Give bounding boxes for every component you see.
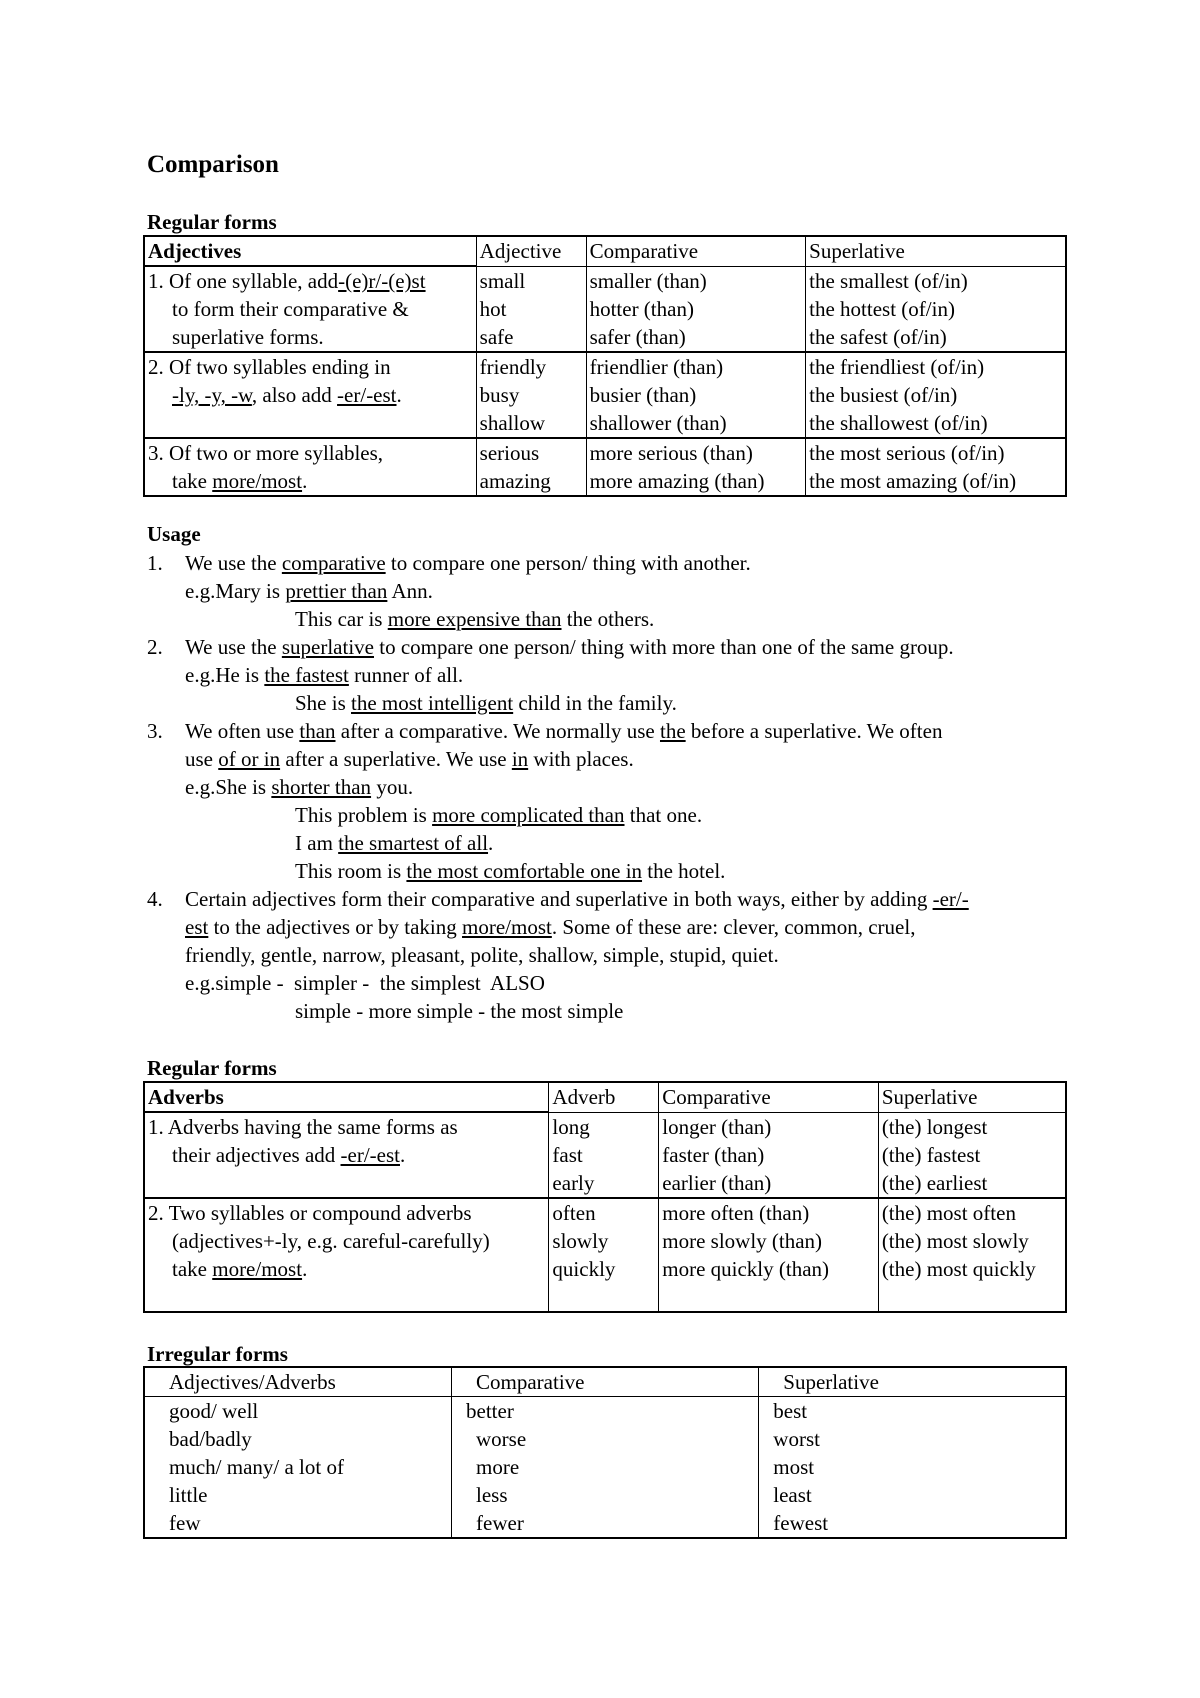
header-cell: Comparative	[659, 1082, 879, 1112]
header-cell: Comparative	[586, 236, 806, 266]
table-header-row	[144, 236, 1066, 266]
list-item: 1. We use the comparative to compare one person/ thing with another.	[147, 551, 751, 575]
irregular-table	[143, 1366, 1067, 1539]
rule-cell: 2. Two syllables or compound adverbs (adjectives+-ly, e.g. careful-carefully) take more/most.	[144, 1198, 549, 1312]
usage-heading: Usage	[147, 522, 201, 546]
example-line: simple - more simple - the most simple	[295, 999, 624, 1023]
example-line: e.g.She is shorter than you.	[185, 775, 414, 799]
header-cell: Adverbs	[144, 1082, 549, 1112]
table-row	[144, 1397, 1066, 1539]
header-cell: Adjectives/Adverbs	[144, 1367, 452, 1397]
example-line: e.g.Mary is prettier than Ann.	[185, 579, 433, 603]
example-line: e.g.simple - simpler - the simplest ALSO	[185, 971, 545, 995]
adverbs-table	[143, 1081, 1067, 1313]
example-line: This room is the most comfortable one in the hotel.	[295, 859, 726, 883]
adjectives-section-heading: Regular forms	[147, 210, 277, 234]
irregular-section-heading: Irregular forms	[147, 1342, 288, 1366]
header-cell: Adjectives	[144, 236, 476, 266]
list-item-continuation: friendly, gentle, narrow, pleasant, polite, shallow, simple, stupid, quiet.	[185, 943, 779, 967]
table-header-row	[144, 1082, 1066, 1112]
comparative-cell: better worse more less fewer	[452, 1397, 759, 1539]
base-form-cell: good/ well bad/badly much/ many/ a lot of little few	[144, 1397, 452, 1539]
list-item-continuation: use of or in after a superlative. We use in with places.	[185, 747, 634, 771]
header-cell: Superlative	[759, 1367, 1066, 1397]
list-item: 4. Certain adjectives form their comparative and superlative in both ways, either by adding -er/-	[147, 887, 969, 911]
header-cell: Adverb	[549, 1082, 659, 1112]
rule-cell: 3. Of two or more syllables, take more/most.	[144, 438, 476, 496]
comparative-cell: friendlier (than) busier (than) shallower (than)	[586, 352, 806, 438]
comparative-cell: more often (than) more slowly (than) more quickly (than)	[659, 1198, 879, 1312]
table-row	[144, 1198, 1066, 1312]
example-line: She is the most intelligent child in the family.	[295, 691, 677, 715]
comparative-cell: longer (than) faster (than) earlier (than)	[659, 1112, 879, 1198]
superlative-cell: the smallest (of/in) the hottest (of/in) the safest (of/in)	[806, 266, 1066, 352]
superlative-cell: the friendliest (of/in) the busiest (of/in) the shallowest (of/in)	[806, 352, 1066, 438]
list-item-continuation: est to the adjectives or by taking more/most. Some of these are: clever, common, cruel,	[185, 915, 916, 939]
adverbs-section-heading: Regular forms	[147, 1056, 277, 1080]
superlative-cell: the most serious (of/in) the most amazing (of/in)	[806, 438, 1066, 496]
table-row	[144, 438, 1066, 496]
adjectives-table	[143, 235, 1067, 497]
table-header-row	[144, 1367, 1066, 1397]
list-item: 3. We often use than after a comparative. We normally use the before a superlative. We often	[147, 719, 943, 743]
comparative-cell: smaller (than) hotter (than) safer (than)	[586, 266, 806, 352]
word-cell: serious amazing	[476, 438, 586, 496]
page-title: Comparison	[147, 151, 279, 178]
table-row	[144, 352, 1066, 438]
superlative-cell: (the) longest (the) fastest (the) earliest	[878, 1112, 1066, 1198]
header-cell: Comparative	[452, 1367, 759, 1397]
comparative-cell: more serious (than) more amazing (than)	[586, 438, 806, 496]
header-cell: Superlative	[878, 1082, 1066, 1112]
example-line: This car is more expensive than the others.	[295, 607, 655, 631]
superlative-cell: best worst most least fewest	[759, 1397, 1066, 1539]
superlative-cell: (the) most often (the) most slowly (the) most quickly	[878, 1198, 1066, 1312]
word-cell: often slowly quickly	[549, 1198, 659, 1312]
usage-list	[147, 549, 1187, 1025]
list-item: 2. We use the superlative to compare one person/ thing with more than one of the same group.	[147, 635, 954, 659]
word-cell: friendly busy shallow	[476, 352, 586, 438]
rule-cell: 2. Of two syllables ending in -ly, -y, -w, also add -er/-est.	[144, 352, 476, 438]
table-row	[144, 266, 1066, 352]
header-cell: Adjective	[476, 236, 586, 266]
table-row	[144, 1112, 1066, 1198]
word-cell: long fast early	[549, 1112, 659, 1198]
example-line: I am the smartest of all.	[295, 831, 494, 855]
rule-cell: 1. Adverbs having the same forms as their adjectives add -er/-est.	[144, 1112, 549, 1198]
header-cell: Superlative	[806, 236, 1066, 266]
example-line: This problem is more complicated than that one.	[295, 803, 703, 827]
example-line: e.g.He is the fastest runner of all.	[185, 663, 464, 687]
rule-cell: 1. Of one syllable, add-(e)r/-(e)st to form their comparative & superlative forms.	[144, 266, 476, 352]
word-cell: small hot safe	[476, 266, 586, 352]
